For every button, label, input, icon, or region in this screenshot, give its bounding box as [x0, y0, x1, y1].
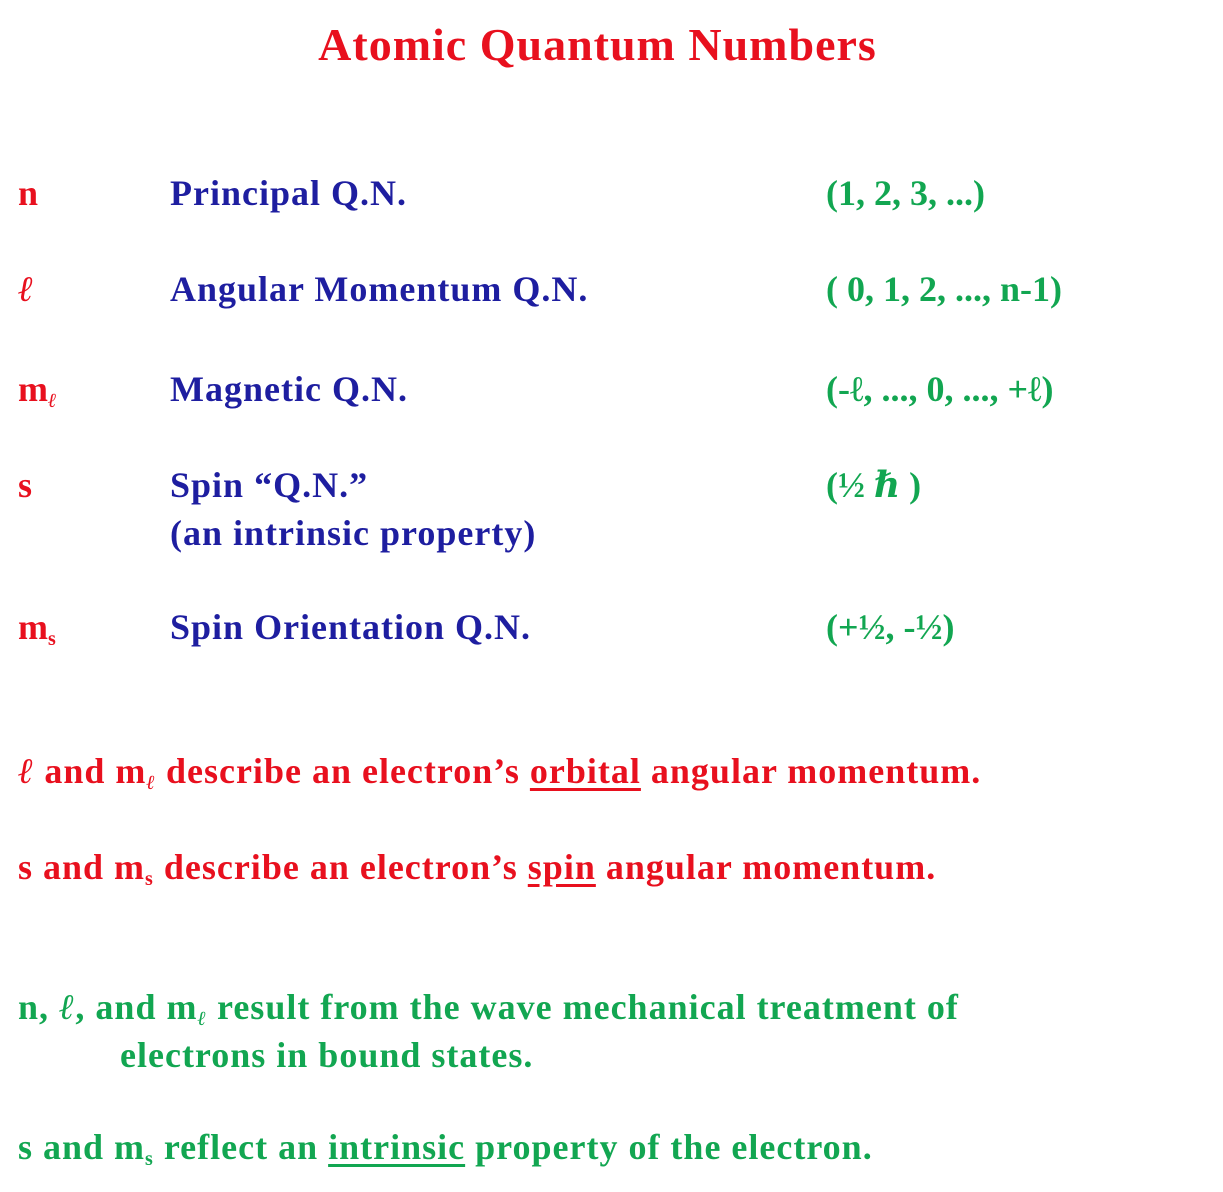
subscript: s	[145, 868, 154, 890]
statement-text: angular momentum.	[640, 751, 982, 791]
statement-text: describe an electron’s	[153, 847, 528, 887]
page-title: Atomic Quantum Numbers	[318, 19, 877, 70]
statement-text: result from the wave mechanical treatment of	[207, 987, 959, 1027]
symbol-s	[18, 462, 32, 508]
statement-wave-mechanics-line2: electrons in bound states.	[120, 1035, 534, 1075]
symbol-n	[18, 170, 38, 216]
symbol-text: m	[18, 607, 48, 647]
ell-symbol: ℓ	[18, 750, 35, 792]
symbol-l	[18, 266, 33, 312]
statement-orbital	[18, 748, 981, 805]
range-principal: (1, 2, 3, ...)	[826, 173, 985, 213]
name-spin: Spin “Q.N.”	[170, 465, 369, 505]
statement-text: reflect an	[153, 1127, 329, 1167]
statement-text: property of the electron.	[465, 1127, 873, 1167]
statement-intrinsic	[18, 1124, 873, 1182]
range-angular-momentum: ( 0, 1, 2, ..., n-1)	[826, 269, 1062, 309]
name-spin-note: (an intrinsic property)	[170, 513, 537, 553]
symbol-subscript: s	[48, 628, 56, 650]
symbol-text: n	[18, 173, 39, 213]
statement-spin	[18, 844, 936, 902]
name-principal: Principal Q.N.	[170, 173, 407, 213]
symbol-text: s	[18, 465, 33, 505]
statement-text: describe an electron’s	[155, 751, 530, 791]
range-spin: (½ ℏ )	[826, 465, 922, 505]
subscript: ℓ	[197, 1006, 207, 1030]
name-magnetic: Magnetic Q.N.	[170, 369, 408, 409]
statement-text: s and m	[18, 1127, 146, 1167]
range-magnetic: (-ℓ, ..., 0, ..., +ℓ)	[826, 369, 1054, 409]
underlined-word: orbital	[529, 751, 641, 791]
underlined-word: spin	[527, 847, 596, 887]
statement-text: angular momentum.	[595, 847, 937, 887]
symbol-text: ℓ	[18, 268, 34, 310]
statement-text: s and m	[18, 847, 146, 887]
symbol-m-s	[18, 604, 56, 662]
statement-text: and m	[34, 751, 147, 791]
ell-symbol: ℓ	[59, 986, 76, 1028]
name-angular-momentum: Angular Momentum Q.N.	[170, 269, 589, 309]
name-spin-orientation: Spin Orientation Q.N.	[170, 607, 532, 647]
subscript: s	[145, 1148, 154, 1170]
symbol-text: m	[18, 369, 48, 409]
statement-text: n,	[18, 987, 60, 1027]
underlined-word: intrinsic	[328, 1127, 466, 1167]
symbol-m-l	[18, 366, 57, 423]
range-spin-orientation: (+½, -½)	[826, 607, 955, 647]
symbol-subscript: ℓ	[48, 388, 57, 412]
statement-text: , and m	[75, 987, 198, 1027]
subscript: ℓ	[146, 770, 156, 794]
